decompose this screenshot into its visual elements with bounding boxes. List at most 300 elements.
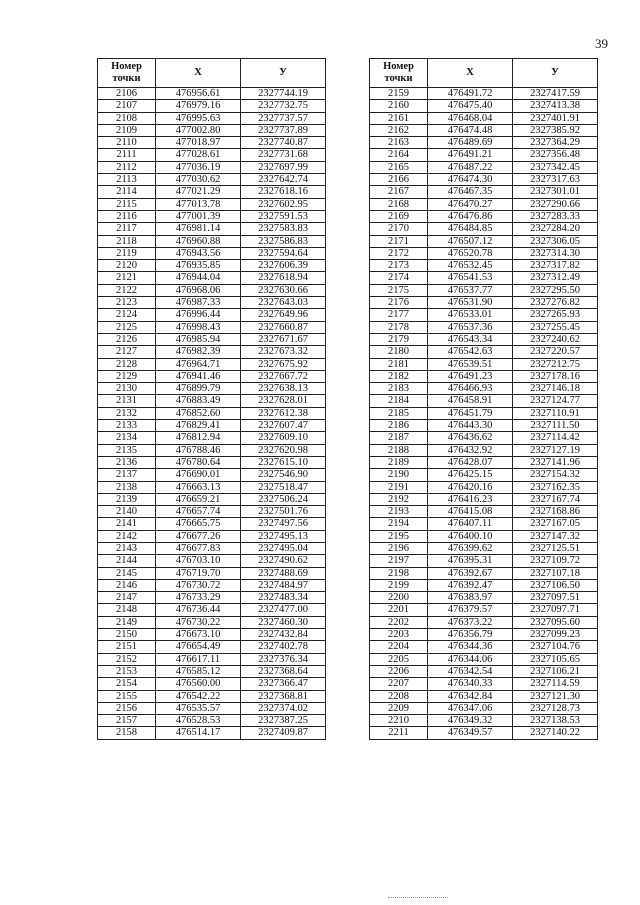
point-number-cell: 2120: [98, 260, 156, 272]
point-number-cell: 2199: [370, 579, 428, 591]
x-coordinate-cell: 476719.70: [156, 567, 241, 579]
point-number-cell: 2108: [98, 112, 156, 124]
header-point-number-line2: точки: [384, 73, 413, 84]
table-row: [98, 702, 326, 714]
y-coordinate-cell: 2327630.66: [241, 284, 326, 296]
table-row: [370, 432, 598, 444]
point-number-cell: 2197: [370, 555, 428, 567]
table-row: [98, 604, 326, 616]
y-coordinate-cell: 2327649.96: [241, 309, 326, 321]
point-number-cell: 2163: [370, 137, 428, 149]
y-coordinate-cell: 2327586.83: [241, 235, 326, 247]
y-coordinate-cell: 2327121.30: [513, 690, 598, 702]
point-number-cell: 2136: [98, 456, 156, 468]
point-number-cell: 2173: [370, 260, 428, 272]
x-coordinate-cell: 476470.27: [428, 198, 513, 210]
y-coordinate-cell: 2327671.67: [241, 333, 326, 345]
y-coordinate-cell: 2327314.30: [513, 247, 598, 259]
table-row: [370, 567, 598, 579]
x-coordinate-cell: 476487.22: [428, 161, 513, 173]
x-coordinate-cell: 476400.10: [428, 530, 513, 542]
x-coordinate-cell: 476730.22: [156, 616, 241, 628]
x-coordinate-cell: 476416.23: [428, 493, 513, 505]
point-number-cell: 2137: [98, 469, 156, 481]
table-row: [98, 506, 326, 518]
point-number-cell: 2126: [98, 333, 156, 345]
x-coordinate-cell: 476468.04: [428, 112, 513, 124]
point-number-cell: 2160: [370, 100, 428, 112]
point-number-cell: 2111: [98, 149, 156, 161]
y-coordinate-cell: 2327317.63: [513, 174, 598, 186]
point-number-cell: 2194: [370, 518, 428, 530]
point-number-cell: 2189: [370, 456, 428, 468]
y-coordinate-cell: 2327387.25: [241, 715, 326, 727]
x-coordinate-cell: 476420.16: [428, 481, 513, 493]
table-row: [370, 309, 598, 321]
x-coordinate-cell: 476677.26: [156, 530, 241, 542]
point-number-cell: 2109: [98, 124, 156, 136]
table-row: [98, 235, 326, 247]
x-coordinate-cell: 476432.92: [428, 444, 513, 456]
x-coordinate-cell: 476467.35: [428, 186, 513, 198]
x-coordinate-cell: 476541.53: [428, 272, 513, 284]
y-coordinate-cell: 2327594.64: [241, 247, 326, 259]
x-coordinate-cell: 476979.16: [156, 100, 241, 112]
y-coordinate-cell: 2327740.87: [241, 137, 326, 149]
y-coordinate-cell: 2327265.93: [513, 309, 598, 321]
y-coordinate-cell: 2327104.76: [513, 641, 598, 653]
header-point-number-line1: Номер: [383, 61, 414, 72]
x-coordinate-cell: 476491.23: [428, 370, 513, 382]
table-row: [370, 124, 598, 136]
table-row: [370, 112, 598, 124]
point-number-cell: 2184: [370, 395, 428, 407]
y-coordinate-cell: 2327114.59: [513, 678, 598, 690]
point-number-cell: 2175: [370, 284, 428, 296]
table-row: [370, 247, 598, 259]
y-coordinate-cell: 2327618.16: [241, 186, 326, 198]
y-coordinate-cell: 2327477.00: [241, 604, 326, 616]
x-coordinate-cell: 476474.30: [428, 174, 513, 186]
y-coordinate-cell: 2327376.34: [241, 653, 326, 665]
x-coordinate-cell: 476356.79: [428, 629, 513, 641]
y-coordinate-cell: 2327432.84: [241, 629, 326, 641]
table-row: [98, 567, 326, 579]
table-row: [370, 260, 598, 272]
point-number-cell: 2208: [370, 690, 428, 702]
table-row: [370, 321, 598, 333]
point-number-cell: 2156: [98, 702, 156, 714]
y-coordinate-cell: 2327628.01: [241, 395, 326, 407]
y-coordinate-cell: 2327301.01: [513, 186, 598, 198]
x-coordinate-cell: 476659.21: [156, 493, 241, 505]
point-number-cell: 2135: [98, 444, 156, 456]
x-coordinate-cell: 476535.57: [156, 702, 241, 714]
y-coordinate-cell: 2327128.73: [513, 702, 598, 714]
y-coordinate-cell: 2327401.91: [513, 112, 598, 124]
point-number-cell: 2146: [98, 579, 156, 591]
x-coordinate-cell: 476466.93: [428, 383, 513, 395]
table-row: [98, 272, 326, 284]
y-coordinate-cell: 2327495.13: [241, 530, 326, 542]
header-x: X: [428, 59, 513, 88]
table-row: [98, 616, 326, 628]
x-coordinate-cell: 476489.69: [428, 137, 513, 149]
x-coordinate-cell: 476899.79: [156, 383, 241, 395]
y-coordinate-cell: 2327484.97: [241, 579, 326, 591]
point-number-cell: 2134: [98, 432, 156, 444]
table-row: [98, 112, 326, 124]
y-coordinate-cell: 2327673.32: [241, 346, 326, 358]
x-coordinate-cell: 476379.57: [428, 604, 513, 616]
table-row: [370, 235, 598, 247]
x-coordinate-cell: 476407.11: [428, 518, 513, 530]
table-row: [98, 297, 326, 309]
table-row: [370, 100, 598, 112]
y-coordinate-cell: 2327141.96: [513, 456, 598, 468]
y-coordinate-cell: 2327602.95: [241, 198, 326, 210]
x-coordinate-cell: 476436.62: [428, 432, 513, 444]
y-coordinate-cell: 2327488.69: [241, 567, 326, 579]
y-coordinate-cell: 2327124.77: [513, 395, 598, 407]
y-coordinate-cell: 2327732.75: [241, 100, 326, 112]
x-coordinate-cell: 476340.33: [428, 678, 513, 690]
x-coordinate-cell: 476542.22: [156, 690, 241, 702]
x-coordinate-cell: 476476.86: [428, 210, 513, 222]
point-number-cell: 2144: [98, 555, 156, 567]
table-row: [370, 395, 598, 407]
coordinates-table-right: [369, 58, 598, 740]
y-coordinate-cell: 2327675.92: [241, 358, 326, 370]
y-coordinate-cell: 2327312.49: [513, 272, 598, 284]
point-number-cell: 2182: [370, 370, 428, 382]
y-coordinate-cell: 2327097.51: [513, 592, 598, 604]
point-number-cell: 2112: [98, 161, 156, 173]
y-coordinate-cell: 2327417.59: [513, 88, 598, 100]
x-coordinate-cell: 476349.32: [428, 715, 513, 727]
y-coordinate-cell: 2327109.72: [513, 555, 598, 567]
header-point-number-line2: точки: [112, 73, 141, 84]
point-number-cell: 2151: [98, 641, 156, 653]
point-number-cell: 2141: [98, 518, 156, 530]
y-coordinate-cell: 2327167.05: [513, 518, 598, 530]
y-coordinate-cell: 2327255.45: [513, 321, 598, 333]
x-coordinate-cell: 477036.19: [156, 161, 241, 173]
point-number-cell: 2113: [98, 174, 156, 186]
point-number-cell: 2179: [370, 333, 428, 345]
x-coordinate-cell: 476941.46: [156, 370, 241, 382]
table-row: [98, 124, 326, 136]
point-number-cell: 2171: [370, 235, 428, 247]
x-coordinate-cell: 476968.06: [156, 284, 241, 296]
point-number-cell: 2155: [98, 690, 156, 702]
table-row: [370, 715, 598, 727]
y-coordinate-cell: 2327697.99: [241, 161, 326, 173]
x-coordinate-cell: 476392.47: [428, 579, 513, 591]
point-number-cell: 2162: [370, 124, 428, 136]
y-coordinate-cell: 2327147.32: [513, 530, 598, 542]
x-coordinate-cell: 476736.44: [156, 604, 241, 616]
y-coordinate-cell: 2327368.64: [241, 665, 326, 677]
x-coordinate-cell: 476475.40: [428, 100, 513, 112]
table-row: [98, 260, 326, 272]
y-coordinate-cell: 2327591.53: [241, 210, 326, 222]
y-coordinate-cell: 2327154.32: [513, 469, 598, 481]
table-row: [98, 284, 326, 296]
y-coordinate-cell: 2327506.24: [241, 493, 326, 505]
table-row: [370, 223, 598, 235]
x-coordinate-cell: 476780.64: [156, 456, 241, 468]
point-number-cell: 2154: [98, 678, 156, 690]
table-row: [98, 727, 326, 739]
point-number-cell: 2200: [370, 592, 428, 604]
point-number-cell: 2195: [370, 530, 428, 542]
table-row: [370, 530, 598, 542]
table-row: [98, 690, 326, 702]
table-row: [370, 297, 598, 309]
point-number-cell: 2205: [370, 653, 428, 665]
x-coordinate-cell: 476657.74: [156, 506, 241, 518]
table-row: [98, 678, 326, 690]
x-coordinate-cell: 476665.75: [156, 518, 241, 530]
x-coordinate-cell: 476883.49: [156, 395, 241, 407]
point-number-cell: 2119: [98, 247, 156, 259]
point-number-cell: 2140: [98, 506, 156, 518]
y-coordinate-cell: 2327317.82: [513, 260, 598, 272]
table-row: [370, 641, 598, 653]
table-row: [370, 506, 598, 518]
table-row: [370, 149, 598, 161]
x-coordinate-cell: 477002.80: [156, 124, 241, 136]
point-number-cell: 2190: [370, 469, 428, 481]
y-coordinate-cell: 2327402.78: [241, 641, 326, 653]
table-row: [370, 579, 598, 591]
table-row: [370, 456, 598, 468]
y-coordinate-cell: 2327744.19: [241, 88, 326, 100]
table-row: [370, 137, 598, 149]
table-row: [98, 137, 326, 149]
table-row: [370, 665, 598, 677]
y-coordinate-cell: 2327518.47: [241, 481, 326, 493]
point-number-cell: 2192: [370, 493, 428, 505]
table-row: [370, 161, 598, 173]
y-coordinate-cell: 2327501.76: [241, 506, 326, 518]
y-coordinate-cell: 2327620.98: [241, 444, 326, 456]
table-row: [370, 518, 598, 530]
point-number-cell: 2193: [370, 506, 428, 518]
x-coordinate-cell: 476995.63: [156, 112, 241, 124]
table-row: [370, 555, 598, 567]
x-coordinate-cell: 476985.94: [156, 333, 241, 345]
point-number-cell: 2131: [98, 395, 156, 407]
point-number-cell: 2152: [98, 653, 156, 665]
x-coordinate-cell: 476730.72: [156, 579, 241, 591]
point-number-cell: 2150: [98, 629, 156, 641]
point-number-cell: 2181: [370, 358, 428, 370]
point-number-cell: 2121: [98, 272, 156, 284]
table-row: [98, 456, 326, 468]
x-coordinate-cell: 476663.13: [156, 481, 241, 493]
table-row: [370, 604, 598, 616]
table-row: [370, 272, 598, 284]
y-coordinate-cell: 2327497.56: [241, 518, 326, 530]
y-coordinate-cell: 2327615.10: [241, 456, 326, 468]
point-number-cell: 2169: [370, 210, 428, 222]
point-number-cell: 2166: [370, 174, 428, 186]
x-coordinate-cell: 476673.10: [156, 629, 241, 641]
table-row: [98, 653, 326, 665]
y-coordinate-cell: 2327460.30: [241, 616, 326, 628]
point-number-cell: 2128: [98, 358, 156, 370]
x-coordinate-cell: 476543.34: [428, 333, 513, 345]
x-coordinate-cell: 476539.51: [428, 358, 513, 370]
header-point-number: [370, 59, 428, 88]
table-row: [370, 88, 598, 100]
x-coordinate-cell: 477018.97: [156, 137, 241, 149]
y-coordinate-cell: 2327364.29: [513, 137, 598, 149]
x-coordinate-cell: 476935.85: [156, 260, 241, 272]
table-row: [98, 198, 326, 210]
table-row: [370, 420, 598, 432]
point-number-cell: 2114: [98, 186, 156, 198]
table-row: [98, 481, 326, 493]
table-row: [98, 555, 326, 567]
y-coordinate-cell: 2327385.92: [513, 124, 598, 136]
y-coordinate-cell: 2327095.60: [513, 616, 598, 628]
table-row: [98, 333, 326, 345]
y-coordinate-cell: 2327146.18: [513, 383, 598, 395]
table-row: [370, 284, 598, 296]
table-row: [370, 678, 598, 690]
x-coordinate-cell: 476507.12: [428, 235, 513, 247]
y-coordinate-cell: 2327642.74: [241, 174, 326, 186]
point-number-cell: 2186: [370, 420, 428, 432]
point-number-cell: 2187: [370, 432, 428, 444]
x-coordinate-cell: 476829.41: [156, 420, 241, 432]
x-coordinate-cell: 476484.85: [428, 223, 513, 235]
table-row: [98, 629, 326, 641]
table-row: [370, 346, 598, 358]
table-row: [370, 186, 598, 198]
y-coordinate-cell: 2327290.66: [513, 198, 598, 210]
x-coordinate-cell: 476617.11: [156, 653, 241, 665]
point-number-cell: 2207: [370, 678, 428, 690]
point-number-cell: 2139: [98, 493, 156, 505]
y-coordinate-cell: 2327607.47: [241, 420, 326, 432]
y-coordinate-cell: 2327138.53: [513, 715, 598, 727]
table-row: [98, 592, 326, 604]
point-number-cell: 2143: [98, 542, 156, 554]
table-row: [98, 444, 326, 456]
x-coordinate-cell: 476690.01: [156, 469, 241, 481]
table-row: [98, 346, 326, 358]
point-number-cell: 2185: [370, 407, 428, 419]
table-row: [98, 579, 326, 591]
point-number-cell: 2188: [370, 444, 428, 456]
x-coordinate-cell: 476532.45: [428, 260, 513, 272]
y-coordinate-cell: 2327127.19: [513, 444, 598, 456]
point-number-cell: 2159: [370, 88, 428, 100]
point-number-cell: 2210: [370, 715, 428, 727]
point-number-cell: 2133: [98, 420, 156, 432]
y-coordinate-cell: 2327106.50: [513, 579, 598, 591]
header-point-number: [98, 59, 156, 88]
y-coordinate-cell: 2327105.65: [513, 653, 598, 665]
y-coordinate-cell: 2327667.72: [241, 370, 326, 382]
point-number-cell: 2117: [98, 223, 156, 235]
x-coordinate-cell: 476399.62: [428, 542, 513, 554]
x-coordinate-cell: 476474.48: [428, 124, 513, 136]
x-coordinate-cell: 477021.29: [156, 186, 241, 198]
x-coordinate-cell: 476528.53: [156, 715, 241, 727]
point-number-cell: 2176: [370, 297, 428, 309]
y-coordinate-cell: 2327737.89: [241, 124, 326, 136]
y-coordinate-cell: 2327111.50: [513, 420, 598, 432]
x-coordinate-cell: 477028.61: [156, 149, 241, 161]
y-coordinate-cell: 2327097.71: [513, 604, 598, 616]
y-coordinate-cell: 2327306.05: [513, 235, 598, 247]
table-row: [98, 493, 326, 505]
x-coordinate-cell: 476996.44: [156, 309, 241, 321]
table-row: [98, 469, 326, 481]
x-coordinate-cell: 476383.97: [428, 592, 513, 604]
point-number-cell: 2196: [370, 542, 428, 554]
x-coordinate-cell: 476395.31: [428, 555, 513, 567]
header-point-number-line1: Номер: [111, 61, 142, 72]
point-number-cell: 2149: [98, 616, 156, 628]
y-coordinate-cell: 2327106.21: [513, 665, 598, 677]
x-coordinate-cell: 476415.08: [428, 506, 513, 518]
y-coordinate-cell: 2327374.02: [241, 702, 326, 714]
x-coordinate-cell: 476943.56: [156, 247, 241, 259]
point-number-cell: 2164: [370, 149, 428, 161]
x-coordinate-cell: 476987.33: [156, 297, 241, 309]
table-row: [98, 370, 326, 382]
point-number-cell: 2142: [98, 530, 156, 542]
x-coordinate-cell: 476703.10: [156, 555, 241, 567]
table-row: [98, 309, 326, 321]
scan-artifact-line: [388, 897, 448, 900]
y-coordinate-cell: 2327737.57: [241, 112, 326, 124]
y-coordinate-cell: 2327276.82: [513, 297, 598, 309]
point-number-cell: 2206: [370, 665, 428, 677]
table-row: [98, 641, 326, 653]
table-row: [370, 592, 598, 604]
x-coordinate-cell: 476344.06: [428, 653, 513, 665]
point-number-cell: 2147: [98, 592, 156, 604]
y-coordinate-cell: 2327368.81: [241, 690, 326, 702]
point-number-cell: 2191: [370, 481, 428, 493]
table-row: [370, 383, 598, 395]
table-row: [98, 665, 326, 677]
x-coordinate-cell: 476956.61: [156, 88, 241, 100]
point-number-cell: 2201: [370, 604, 428, 616]
point-number-cell: 2122: [98, 284, 156, 296]
y-coordinate-cell: 2327114.42: [513, 432, 598, 444]
table-row: [98, 407, 326, 419]
y-coordinate-cell: 2327168.86: [513, 506, 598, 518]
point-number-cell: 2145: [98, 567, 156, 579]
table-row: [370, 444, 598, 456]
x-coordinate-cell: 476982.39: [156, 346, 241, 358]
point-number-cell: 2158: [98, 727, 156, 739]
y-coordinate-cell: 2327731.68: [241, 149, 326, 161]
y-coordinate-cell: 2327162.35: [513, 481, 598, 493]
x-coordinate-cell: 477001.39: [156, 210, 241, 222]
y-coordinate-cell: 2327110.91: [513, 407, 598, 419]
point-number-cell: 2148: [98, 604, 156, 616]
table-row: [370, 702, 598, 714]
